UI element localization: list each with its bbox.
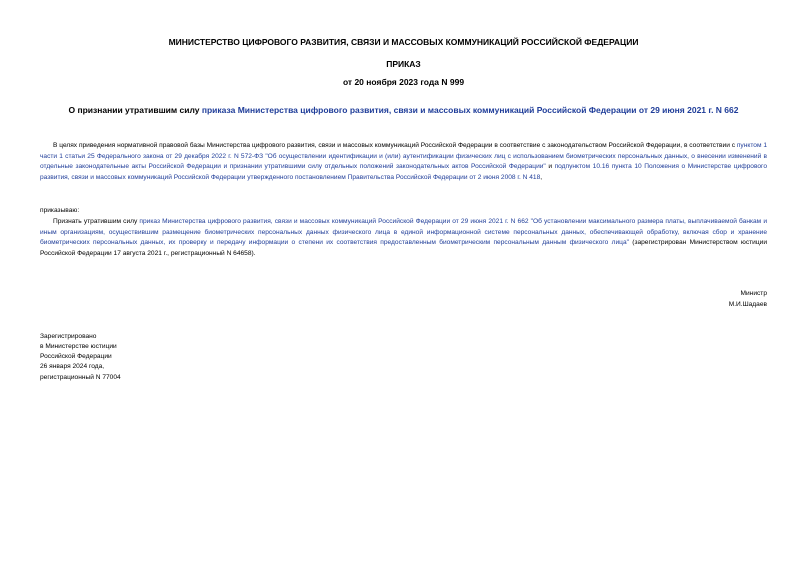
preamble-text-1: В целях приведения нормативной правовой базы Министерства цифрового развития, связи и массовых коммуникаций Российской Федерации в соответствие с законодательством Российской Федерации, в соответствии с (53, 142, 737, 149)
preamble-paragraph (40, 141, 767, 183)
registration-line-2: в Министерстве юстиции (40, 343, 117, 350)
title-link[interactable]: приказа Министерства цифрового развития, связи и массовых коммуникаций Российской Федерации от 29 июня 2021 г. N 662 (201, 105, 739, 115)
registration-line-4: 26 января 2024 года, (40, 363, 105, 370)
document-title (40, 105, 767, 116)
preamble-text-2: и (545, 163, 555, 170)
orders-label: приказываю: (40, 207, 80, 214)
signer-position: Министр (740, 290, 767, 297)
decision-paragraph (40, 217, 767, 259)
decision-text-1: Признать утратившим силу (53, 218, 140, 225)
federal-law-link[interactable]: пунктом 1 части 1 статьи 25 Федерального закона от 29 декабря 2022 г. N 572-ФЗ "Об осуществлении идентификации и (или) аутентификации физических лиц с использованием биометрических персональных данных, о внесении изменений в отдельные законодательные акты Российской Федерации и признании утратившими силу отдельных положений законодательных актов Российской Федерации" (40, 142, 767, 170)
registration-line-3: Российской Федерации (40, 353, 112, 360)
regulation-link[interactable]: подпунктом 10.16 пункта 10 Положения о Министерстве цифрового развития, связи и массовых коммуникаций Российской Федерации утвержденного постановлением Правительства Российской Федерации от 2 июня 2008 г. N 418 (40, 163, 767, 181)
ministry-heading: МИНИСТЕРСТВО ЦИФРОВОГО РАЗВИТИЯ, СВЯЗИ И МАССОВЫХ КОММУНИКАЦИЙ РОССИЙСКОЙ ФЕДЕРАЦИИ (168, 37, 639, 47)
revoked-order-link[interactable]: приказ Министерства цифрового развития, связи и массовых коммуникаций Российской Федерации от 29 июня 2021 г. N 662 "Об установлении максимального размера платы, выплачиваемой банкам и иным организациям, осуществившим размещение биометрических персональных данных физического лица в единой информационной системе персональных данных, обеспечивающей обработку, включая сбор и хранение биометрических персональных данных, их проверку и передачу информации о степени их соответствия предоставленным биометрическим персональным данным физического лица" (40, 218, 767, 246)
title-prefix: О признании утратившим силу (68, 105, 202, 115)
decision-text-2: (зарегистрирован Министерством юстиции Российской Федерации 17 августа 2021 г., регистрационный N 64658). (40, 239, 767, 257)
registration-line-5: регистрационный N 77004 (40, 374, 121, 381)
registration-line-1: Зарегистрировано (40, 333, 97, 340)
signer-name: М.И.Шадаев (728, 301, 767, 308)
preamble-text-3: , (540, 173, 543, 181)
document-type: ПРИКАЗ (386, 59, 421, 69)
document-date-number: от 20 ноября 2023 года N 999 (342, 77, 465, 87)
